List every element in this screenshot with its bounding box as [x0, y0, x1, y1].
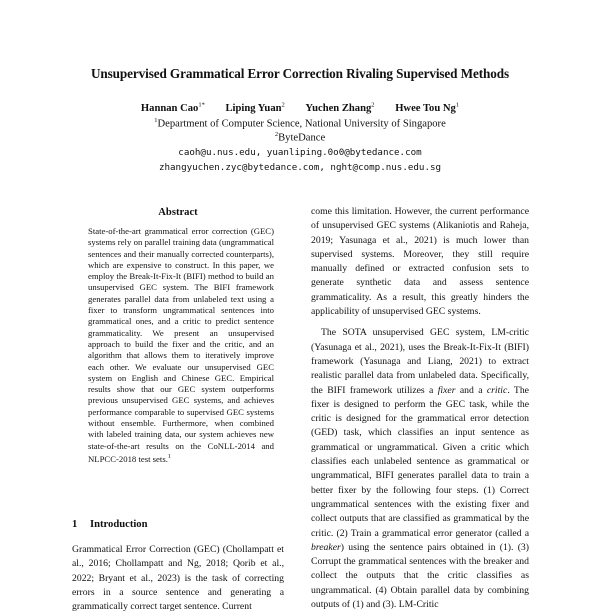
author-name: Hannan Cao	[140, 102, 199, 114]
affiliation-mark: 1	[154, 117, 158, 124]
term-critic: critic	[486, 384, 508, 396]
section-heading	[72, 519, 284, 530]
affiliation	[0, 117, 600, 130]
text-run: and a	[455, 384, 487, 396]
abstract-text	[88, 226, 274, 465]
author	[225, 103, 284, 114]
term-fixer: fixer	[437, 384, 456, 396]
abstract-heading: Abstract	[158, 207, 198, 218]
author-name: Hwee Tou Ng	[395, 102, 456, 114]
email-line[interactable]: zhangyuchen.zyc@bytedance.com, nght@comp.nus.edu.sg	[158, 162, 442, 173]
intro-text: Grammatical Error Correction (GEC) (Chollampatt et al., 2016; Chollampatt and Ng, 2018; Qorib et al., 2022; Bryant et al., 2023) is the task of correcting errors in a source sentence and generating a grammatically correct target sentence. Current	[72, 544, 284, 613]
author	[395, 103, 459, 114]
author	[141, 103, 205, 114]
author-name: Yuchen Zhang	[305, 102, 372, 114]
paper-title: Unsupervised Grammatical Error Correction Rivaling Supervised Methods	[90, 66, 509, 81]
paragraph: come this limitation. However, the current performance of unsupervised GEC systems (Alikaniotis and Raheja, 2019; Yasunaga et al., 2021) is much lower than supervised systems. Moreover, they still require manually defined or extracted confusion sets to generate synthetic data and assess sentence grammaticality. As a result, this greatly hinders the applicability of unsupervised GEC systems.	[311, 206, 529, 318]
term-breaker: breaker	[311, 541, 341, 553]
paragraph	[311, 326, 529, 612]
section-title: Introduction	[90, 519, 148, 530]
text-run: The SOTA unsupervised GEC system, LM-critic (Yasunaga et al., 2021), uses the Break-It-Fix-It (BIFI) framework (Yasunaga and Liang, 2021) to extract realistic parallel data from unlabeled data. Specifically, the BIFI framework utilizes a	[311, 327, 529, 396]
footnote-mark[interactable]: 1	[167, 453, 171, 460]
author-affil-mark: 2	[281, 101, 285, 108]
email-line[interactable]: caoh@u.nus.edu, yuanliping.0o0@bytedance.com	[178, 147, 422, 158]
affiliation-text: Department of Computer Science, National University of Singapore	[157, 118, 446, 130]
affiliation	[0, 131, 600, 144]
affiliation-mark: 2	[274, 131, 279, 138]
author	[305, 103, 374, 114]
author-name: Liping Yuan	[225, 102, 282, 114]
affiliation-text: ByteDance	[278, 132, 326, 144]
author-affil-mark: 2	[371, 101, 375, 108]
text-run: ) using the sentence pairs obtained in (1). (3) Corrupt the grammatical sentences with the breaker and collect the outputs that the critic classifies as ungrammatical. (4) Obtain parallel data by combining outputs of (1) and (3). LM-Critic	[311, 541, 529, 611]
author-list	[0, 101, 600, 114]
section-number: 1	[72, 519, 78, 530]
author-affil-mark: 1*	[198, 101, 205, 108]
text-run: . The fixer is designed to perform the GEC task, while the critic is designed for the grammatical error detection (GED) task, which classifies an input sentence as grammatical or ungrammatical. Given a critic which classifies each unlabeled sentence as grammatical or ungrammatical, BIFI generates parallel data to train a better fixer by the following four steps. (1) Correct ungrammatical sentences with the existing fixer and collect outputs that are classified as grammatical by the critic. (2) Train a grammatical error generator (called a	[311, 384, 529, 539]
author-affil-mark: 1	[455, 101, 460, 108]
abstract-body-text: State-of-the-art grammatical error correction (GEC) systems rely on parallel training data (ungrammatical sentences and their manually corrected counterparts), which are expensive to construct. In this paper, we employ the Break-It-Fix-It (BIFI) method to build an unsupervised GEC system. The BIFI framework generates parallel data from unlabeled text using a fixer to transform ungrammatical sentences into grammatical ones, and a critic to predict sentence grammaticality. We present an unsupervised approach to build the fixer and the critic, and an algorithm that allows them to iteratively improve each other. We evaluate our unsupervised GEC system on English and Chinese GEC. Empirical results show that our GEC system outperforms previous unsupervised GEC systems, and achieves performance comparable to supervised GEC systems without ensemble. Furthermore, when combined with labeled training data, our system achieves new state-of-the-art results on the CoNLL-2014 and NLPCC-2018 test sets.	[88, 226, 274, 464]
right-column	[311, 205, 529, 612]
